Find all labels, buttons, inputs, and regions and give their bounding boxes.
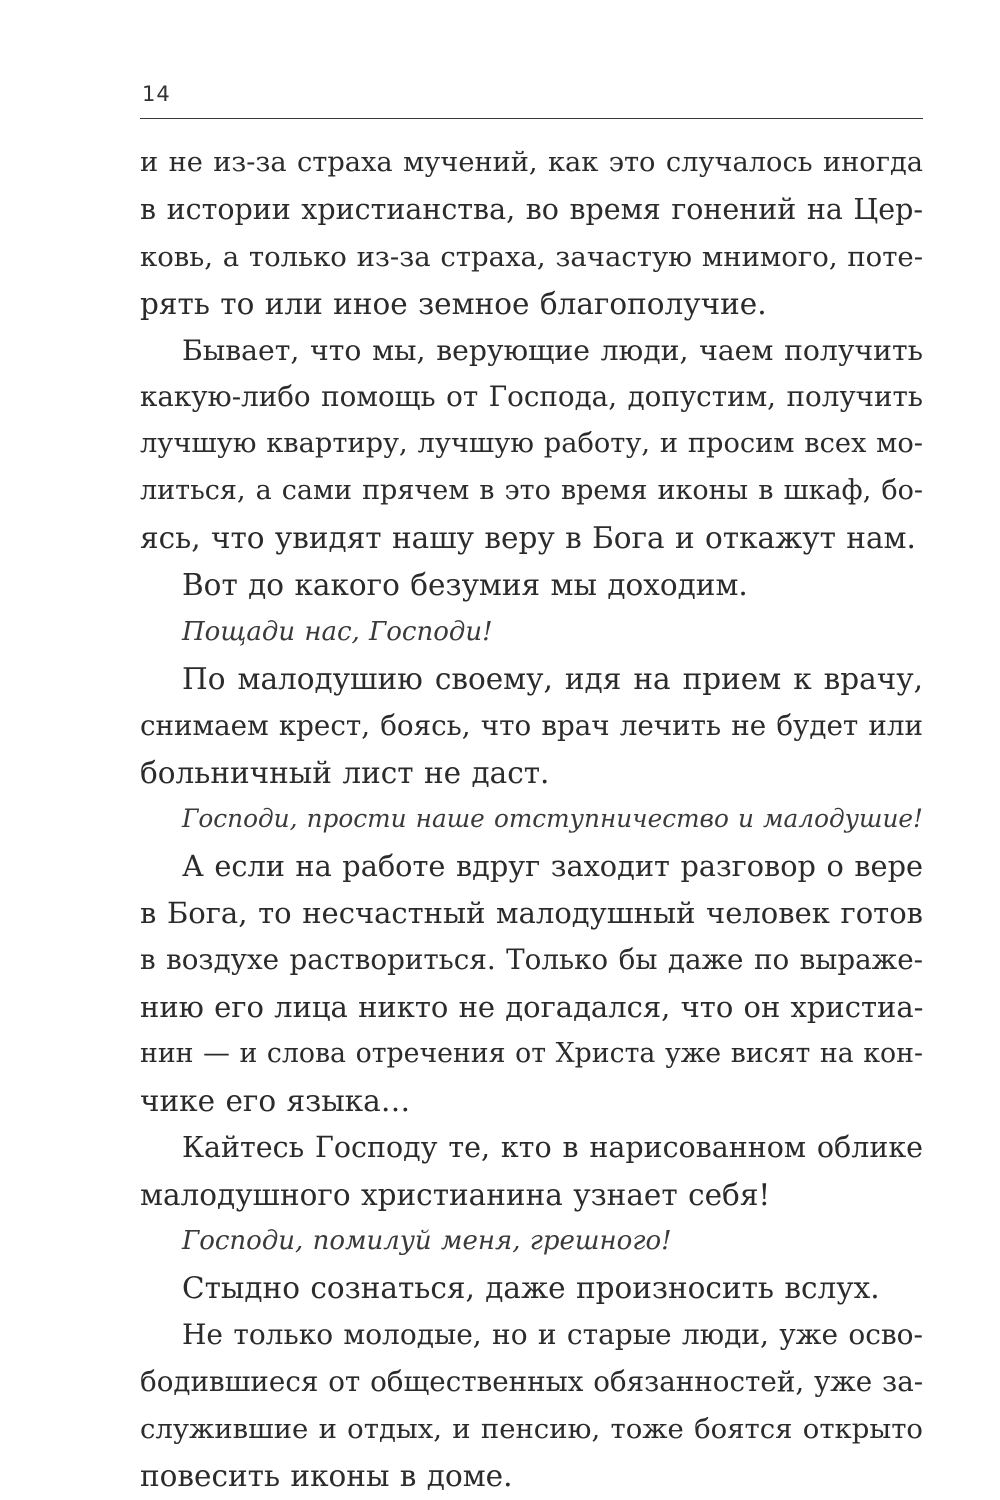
text-line: Стыдно сознаться, даже произносить вслух. [182,1271,880,1306]
italic-prayer-line: Господи, помилуй меня, грешного! [182,1226,672,1257]
page-number: 14 [142,82,171,106]
text-line: служившие и отдых, и пенсию, тоже боятся открыто [140,1413,923,1446]
text-line: в воздухе раствориться. Только бы даже по выраже- [140,943,923,977]
text-line: снимаем крест, боясь, что врач лечить не будет или [140,708,923,742]
text-line: Не только молодые, но и старые люди, уже осво- [182,1318,923,1352]
text-line: и не из-за страха мучений, как это случалось иногда [140,147,923,178]
text-line: чике его языка… [140,1083,411,1118]
text-line: какую-либо помощь от Господа, допустим, получить [140,380,923,414]
text-line: повесить иконы в доме. [140,1458,513,1493]
text-line: больничный лист не даст. [140,755,550,790]
page-header [140,82,923,119]
text-line: в истории христианства, во время гонений на Цер- [140,192,923,226]
italic-prayer-line: Пощади нас, Господи! [182,616,493,647]
text-line: нин — и слова отречения от Христа уже висят на кон- [140,1037,923,1069]
body-text [140,140,923,1500]
text-line: малодушного христианина узнает себя! [140,1177,771,1212]
text-line: лучшую квартиру, лучшую работу, и просим всех мо- [140,428,923,460]
text-line: ковь, а только из-за страха, зачастую мнимого, поте- [140,240,923,273]
text-line: По малодушию своему, идя на прием к врачу, [182,661,923,696]
text-line: Бывает, что мы, верующие люди, чаем получить [182,333,923,367]
text-line: бодившиеся от общественных обязанностей, уже за- [140,1365,924,1399]
text-line: нию его лица никто не догадался, что он христиа- [140,990,924,1025]
text-line: Кайтесь Господу те, кто в нарисованном облике [182,1130,923,1164]
text-line: Вот до какого безумия мы доходим. [182,568,748,603]
text-line: ясь, что увидят нашу веру в Бога и откажут нам. [140,521,916,556]
text-line: литься, а сами прячем в это время иконы в шкаф, бо- [140,475,923,507]
text-line: рять то или иное земное благополучие. [140,286,767,321]
text-line: А если на работе вдруг заходит разговор о вере [182,849,923,884]
italic-prayer-line: Господи, прости наше отступничество и малодушие! [182,804,923,834]
text-line: в Бога, то несчастный малодушный человек готов [140,896,923,931]
